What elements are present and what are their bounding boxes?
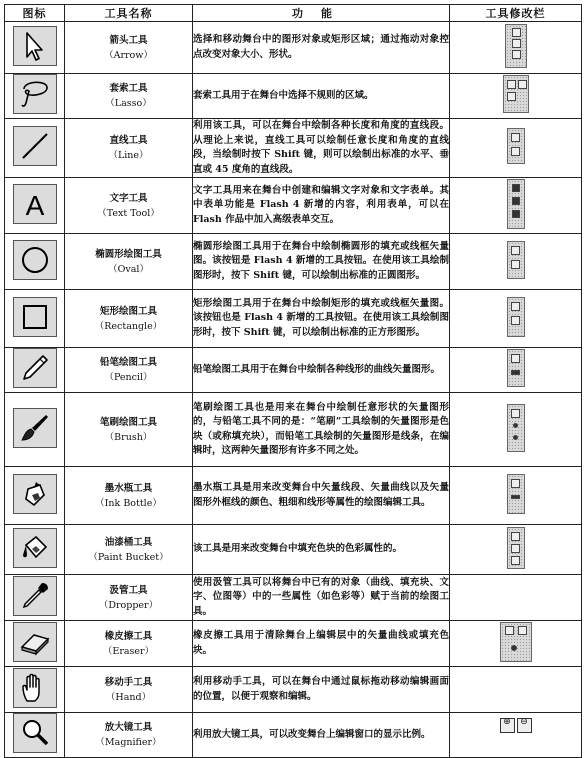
table-row [5,74,582,119]
paint-bucket-icon [13,528,57,568]
tool-name-cn: 橡皮擦工具 [104,630,153,642]
tool-name-cn: 箭头工具 [109,34,148,46]
table-row [5,525,582,575]
tool-name-en: （Arrow） [104,49,153,61]
tool-name-cn: 铅笔绘图工具 [99,357,157,368]
tool-name-en: （Text Tool） [97,207,160,219]
tool-name-cn: 笔刷绘图工具 [99,416,157,428]
eraser-icon [13,622,57,662]
table-row [5,348,582,393]
rectangle-icon [13,297,57,337]
header-options: 工具修改栏 [450,5,582,22]
tool-name-en: （Dropper） [98,599,159,611]
tool-description: 该工具是用来改变舞台中填充色块的色彩属性的。 [193,525,450,575]
tool-description: 铅笔绘图工具用于在舞台中绘制各种线形的曲线矢量图形。 [193,348,450,393]
lasso-options-panel [503,75,529,113]
pencil-options-panel [507,349,525,387]
tool-description: 利用移动手工具，可以在舞台中通过鼠标拖动移动编辑画面的位置，以便于观察和编辑。 [193,667,450,713]
tool-name-cn: 移动手工具 [104,676,153,688]
tool-name-en: （Lasso） [105,98,152,109]
tool-description: 矩形绘图工具用于在舞台中绘制矩形的填充或线框矢量图。该按钮也是 Flash 4 新增的工具按钮。在使用该工具绘制图形时，按下 Shift 键，可以绘制出标准的正方形图形。 [193,290,450,348]
header-icon: 图标 [5,5,65,22]
tool-name-cn: 套索工具 [109,83,148,94]
tool-description: 文字工具用来在舞台中创建和编辑文字对象和文字表单。其中表单功能是 Flash 4 新增的内容，利用表单，可以在 Flash 作品中加入高级表单交互。 [193,178,450,234]
tool-name-cn: 文字工具 [109,192,148,204]
tool-name-en: （Hand） [105,691,152,703]
tool-name-cn: 椭圆形绘图工具 [95,248,162,260]
tool-name-cn: 墨水瓶工具 [104,482,153,494]
ink-bottle-icon [13,474,57,514]
table-row [5,667,582,713]
text-icon [13,184,57,224]
oval-icon [13,240,57,280]
tool-description: 利用放大镜工具，可以改变舞台上编辑窗口的显示比例。 [193,713,450,758]
tool-name-cn: 矩形绘图工具 [99,305,157,317]
lasso-icon [13,74,57,114]
tool-name-en: （Eraser） [102,645,155,657]
hand-icon [13,668,57,708]
header-function: 功能 [193,5,450,22]
table-header-row [5,5,582,22]
line-icon [13,126,57,166]
oval-options-panel [507,241,525,279]
table-row [5,713,582,758]
dropper-icon [13,576,57,616]
brush-options-panel [507,404,525,452]
tool-name-en: （Paint Bucket） [88,551,169,563]
tool-name-en: （Ink Bottle） [95,497,162,509]
table-row [5,621,582,667]
table-row [5,467,582,525]
arrow-icon [13,26,57,66]
tool-name-en: （Line） [108,150,149,161]
tool-name-cn: 放大镜工具 [104,722,153,733]
tool-description: 选择和移动舞台中的图形对象或矩形区域；通过拖动对象控点改变对象大小、形状。 [193,22,450,74]
zoom-out-icon: ⊖ [517,718,532,733]
tool-name-en: （Magnifier） [95,737,162,748]
eraser-options-panel [500,622,532,662]
tool-description: 墨水瓶工具是用来改变舞台中矢量线段、矢量曲线以及矢量图形外框线的颜色、粗细和线形等属性的绘图编辑工具。 [193,467,450,525]
table-row [5,178,582,234]
rectangle-options-panel [507,297,525,337]
arrow-options-panel [505,24,527,68]
text-options-panel [507,179,525,229]
zoom-in-icon: ⊕ [500,718,515,733]
tool-description: 利用该工具，可以在舞台中绘制各种长度和角度的直线段。从理论上来说，直线工具可以绘制任意长度和角度的直线段，当绘制时按下 Shift 键，则可以绘制出标准的水平、垂直或 45 度角的直线段。 [193,119,450,178]
tool-name-en: （Pencil） [104,372,153,383]
tools-table [4,4,582,758]
magnifier-icon [13,713,57,753]
table-row [5,393,582,467]
tool-description: 椭圆形绘图工具用于在舞台中绘制椭圆形的填充或线框矢量图。该按钮是 Flash 4 新增的工具按钮。在使用该工具绘制图形时，按下 Shift 键，可以绘制出标准的正圆图形。 [193,234,450,290]
tool-name-cn: 汲管工具 [109,584,148,596]
table-row [5,234,582,290]
tool-description: 笔刷绘图工具也是用来在舞台中绘制任意形状的矢量图形的，与铅笔工具不同的是：“笔刷”工具绘制的矢量图形是色块（或称填充块），而铅笔工具绘制的矢量图形是线条，在编辑时，这两种矢量图形有许多不同之处。 [193,393,450,467]
tool-name-en: （Oval） [108,263,149,275]
table-row [5,290,582,348]
svg-text:A: A [25,189,44,221]
pencil-icon [13,348,57,388]
tool-description: 使用汲管工具可以将舞台中已有的对象（曲线、填充块、文字、位图等）中的一些属性（如色彩等）赋于当前的绘图工具。 [193,575,450,621]
brush-icon [13,408,57,448]
tool-description: 套索工具用于在舞台中选择不规则的区域。 [193,74,450,119]
table-row [5,119,582,178]
tool-name-cn: 油漆桶工具 [104,536,153,548]
tool-name-en: （Brush） [104,431,153,443]
ink-bottle-options-panel [507,474,525,514]
line-options-panel [507,128,525,164]
header-name: 工具名称 [65,5,193,22]
tool-description: 橡皮擦工具用于清除舞台上编辑层中的矢量曲线或填充色块。 [193,621,450,667]
table-row [5,575,582,621]
paint-bucket-options-panel [507,527,525,569]
tool-name-cn: 直线工具 [109,135,148,146]
table-row [5,22,582,74]
tool-name-en: （Rectangle） [94,320,163,332]
